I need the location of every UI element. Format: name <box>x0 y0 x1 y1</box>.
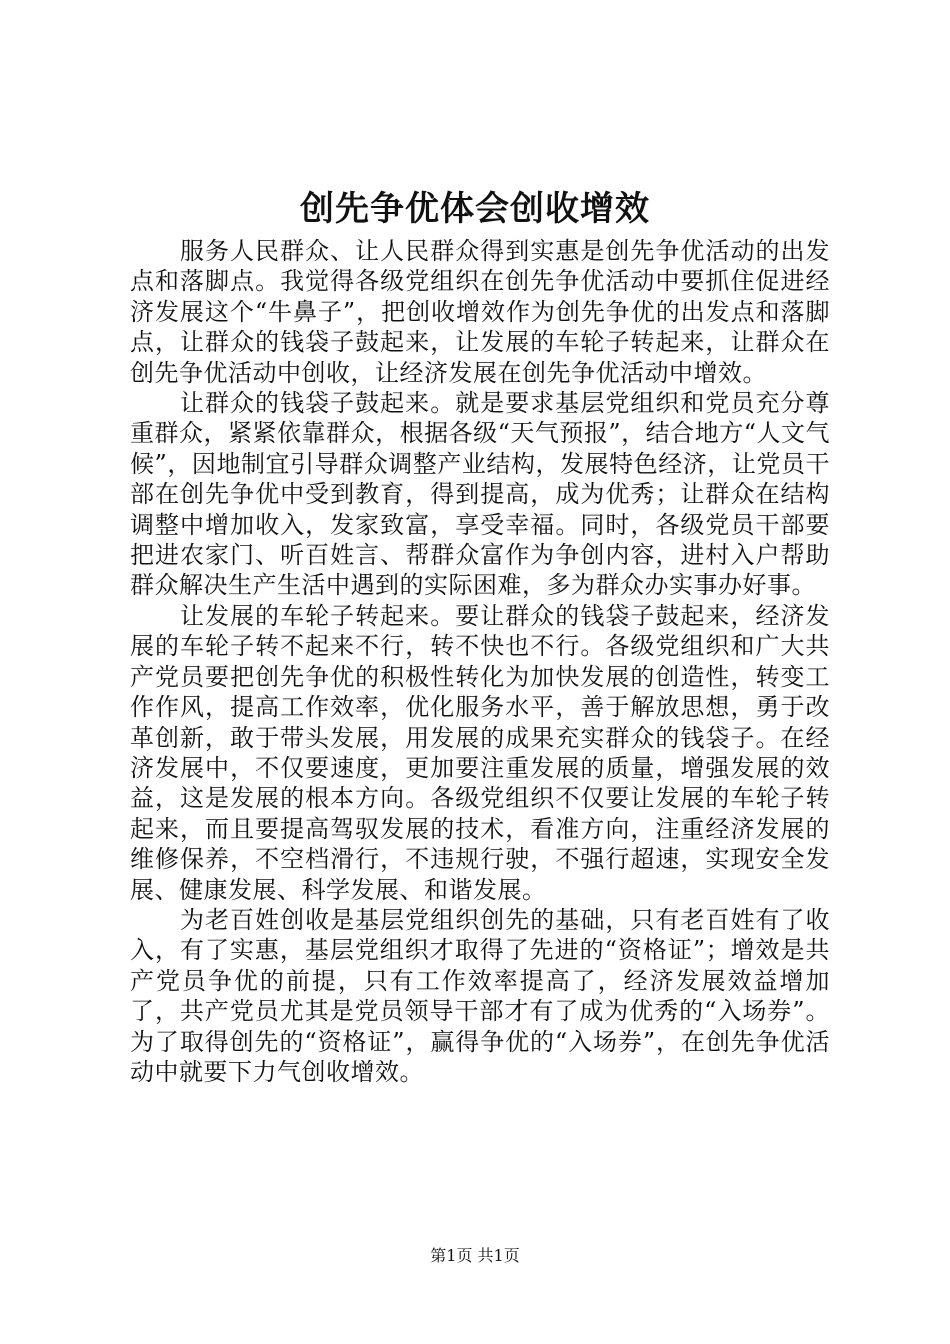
document-title: 创先争优体会创收增效 <box>300 189 650 229</box>
paragraph-4: 为老百姓创收是基层党组织创先的基础，只有老百姓有了收入，有了实惠，基层党组织才取得了先进的“资格证”；增效是共产党员争优的前提，只有工作效率提高了，经济发展效益增加了，共产党员尤其是党员领导干部才有了成为优秀的“入场券”。为了取得创先的“资格证”，赢得争优的“入场券”，在创先争优活动中就要下力气创收增效。 <box>130 905 830 1086</box>
document-body <box>130 236 830 1087</box>
paragraph-3: 让发展的车轮子转起来。要让群众的钱袋子鼓起来，经济发展的车轮子转不起来不行，转不快也不行。各级党组织和广大共产党员要把创先争优的积极性转化为加快发展的创造性，转变工作作风，提高工作效率，优化服务水平，善于解放思想，勇于改革创新，敢于带头发展，用发展的成果充实群众的钱袋子。在经济发展中，不仅要速度，更加要注重发展的质量，增强发展的效益，这是发展的根本方向。各级党组织不仅要让发展的车轮子转起来，而且要提高驾驭发展的技术，看准方向，注重经济发展的维修保养，不空档滑行，不违规行驶，不强行超速，实现安全发展、健康发展、科学发展、和谐发展。 <box>130 601 830 904</box>
paragraph-1: 服务人民群众、让人民群众得到实惠是创先争优活动的出发点和落脚点。我觉得各级党组织在创先争优活动中要抓住促进经济发展这个“牛鼻子”，把创收增效作为创先争优的出发点和落脚点，让群众的钱袋子鼓起来，让发展的车轮子转起来，让群众在创先争优活动中创收，让经济发展在创先争优活动中增效。 <box>130 237 830 387</box>
page-number: 第1页 共1页 <box>430 1246 520 1265</box>
page-footer <box>0 1244 950 1268</box>
paragraph-2: 让群众的钱袋子鼓起来。就是要求基层党组织和党员充分尊重群众，紧紧依靠群众，根据各级“天气预报”，结合地方“人文气候”，因地制宜引导群众调整产业结构，发展特色经济，让党员干部在创先争优中受到教育，得到提高，成为优秀；让群众在结构调整中增加收入，发家致富，享受幸福。同时，各级党员干部要把进农家门、听百姓言、帮群众富作为争创内容，进村入户帮助群众解决生产生活中遇到的实际困难，多为群众办实事办好事。 <box>130 389 830 600</box>
